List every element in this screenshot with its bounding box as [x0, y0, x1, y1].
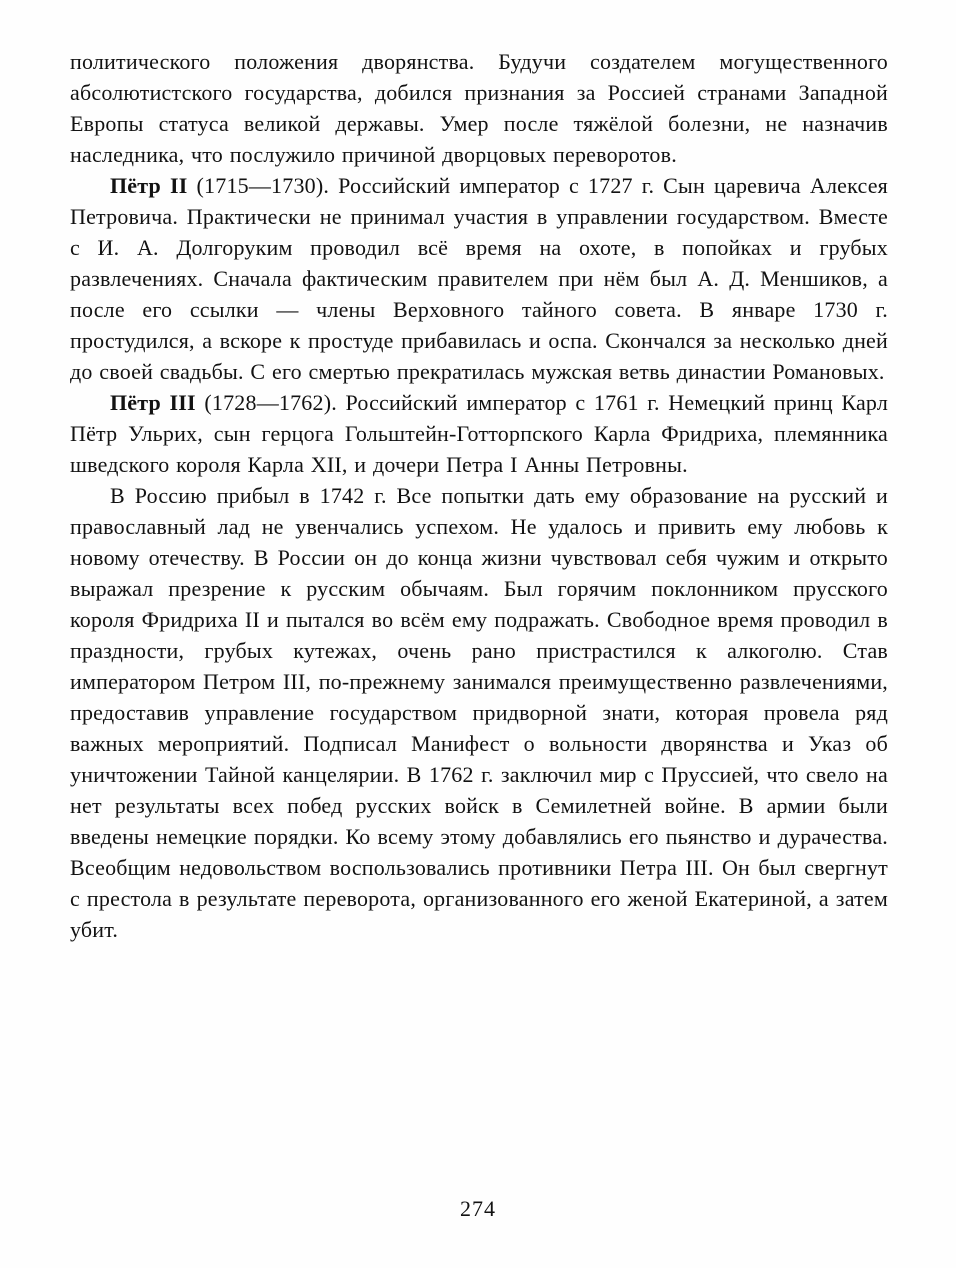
text-block [70, 46, 888, 945]
paragraph-lead-petr-iii: Пётр III [110, 390, 196, 415]
paragraph-text: политического положения дворянства. Будучи создателем могущественного абсолютистского государства, добился признания за Россией странами Западной Европы статуса великой державы. Умер после тяжёлой болезни, не назначив наследника, что послужило причиной дворцовых переворотов. [70, 49, 888, 167]
page-number: 274 [460, 1196, 496, 1221]
paragraph-petr-iii-biography [70, 480, 888, 945]
paragraph-petr-iii [70, 387, 888, 480]
paragraph-continuation [70, 46, 888, 170]
paragraph-text: (1715—1730). Российский император с 1727 г. Сын царевича Алексея Петровича. Практически не принимал участия в управлении государством. Вместе с И. А. Долгоруким проводил всё время на охоте, в попойках и грубых развлечениях. Сначала фактическим правителем при нём был А. Д. Меншиков, а после его ссылки — члены Верховного тайного совета. В январе 1730 г. простудился, а вскоре к простуде прибавилась и оспа. Скончался за несколько дней до своей свадьбы. С его смертью прекратилась мужская ветвь династии Романовых. [70, 173, 888, 384]
paragraph-lead-petr-ii: Пётр II [110, 173, 188, 198]
paragraph-text: В Россию прибыл в 1742 г. Все попытки дать ему образование на русский и православный лад не увенчались успехом. Не удалось и привить ему любовь к новому отечеству. В России он до конца жизни чувствовал себя чужим и открыто выражал презрение к русским обычаям. Был горячим поклонником прусского короля Фридриха II и пытался во всём ему подражать. Свободное время проводил в праздности, грубых кутежах, очень рано пристрастился к алкоголю. Став императором Петром III, по-прежнему занимался преимущественно развлечениями, предоставив управление государством придворной знати, которая провела ряд важных мероприятий. Подписал Манифест о вольности дворянства и Указ об уничтожении Тайной канцелярии. В 1762 г. заключил мир с Пруссией, что свело на нет результаты всех побед русских войск в Семилетней войне. В армии были введены немецкие порядки. Ко всему этому добавлялись его пьянство и дурачества. Всеобщим недовольством воспользовались противники Петра III. Он был свергнут с престола в результате переворота, организованного его женой Екатериной, а затем убит. [70, 483, 888, 942]
paragraph-text: (1728—1762). Российский император с 1761 г. Немецкий принц Карл Пётр Ульрих, сын герцога Гольштейн-Готторпского Карла Фридриха, племянника шведского короля Карла XII, и дочери Петра I Анны Петровны. [70, 390, 888, 477]
paragraph-petr-ii [70, 170, 888, 387]
